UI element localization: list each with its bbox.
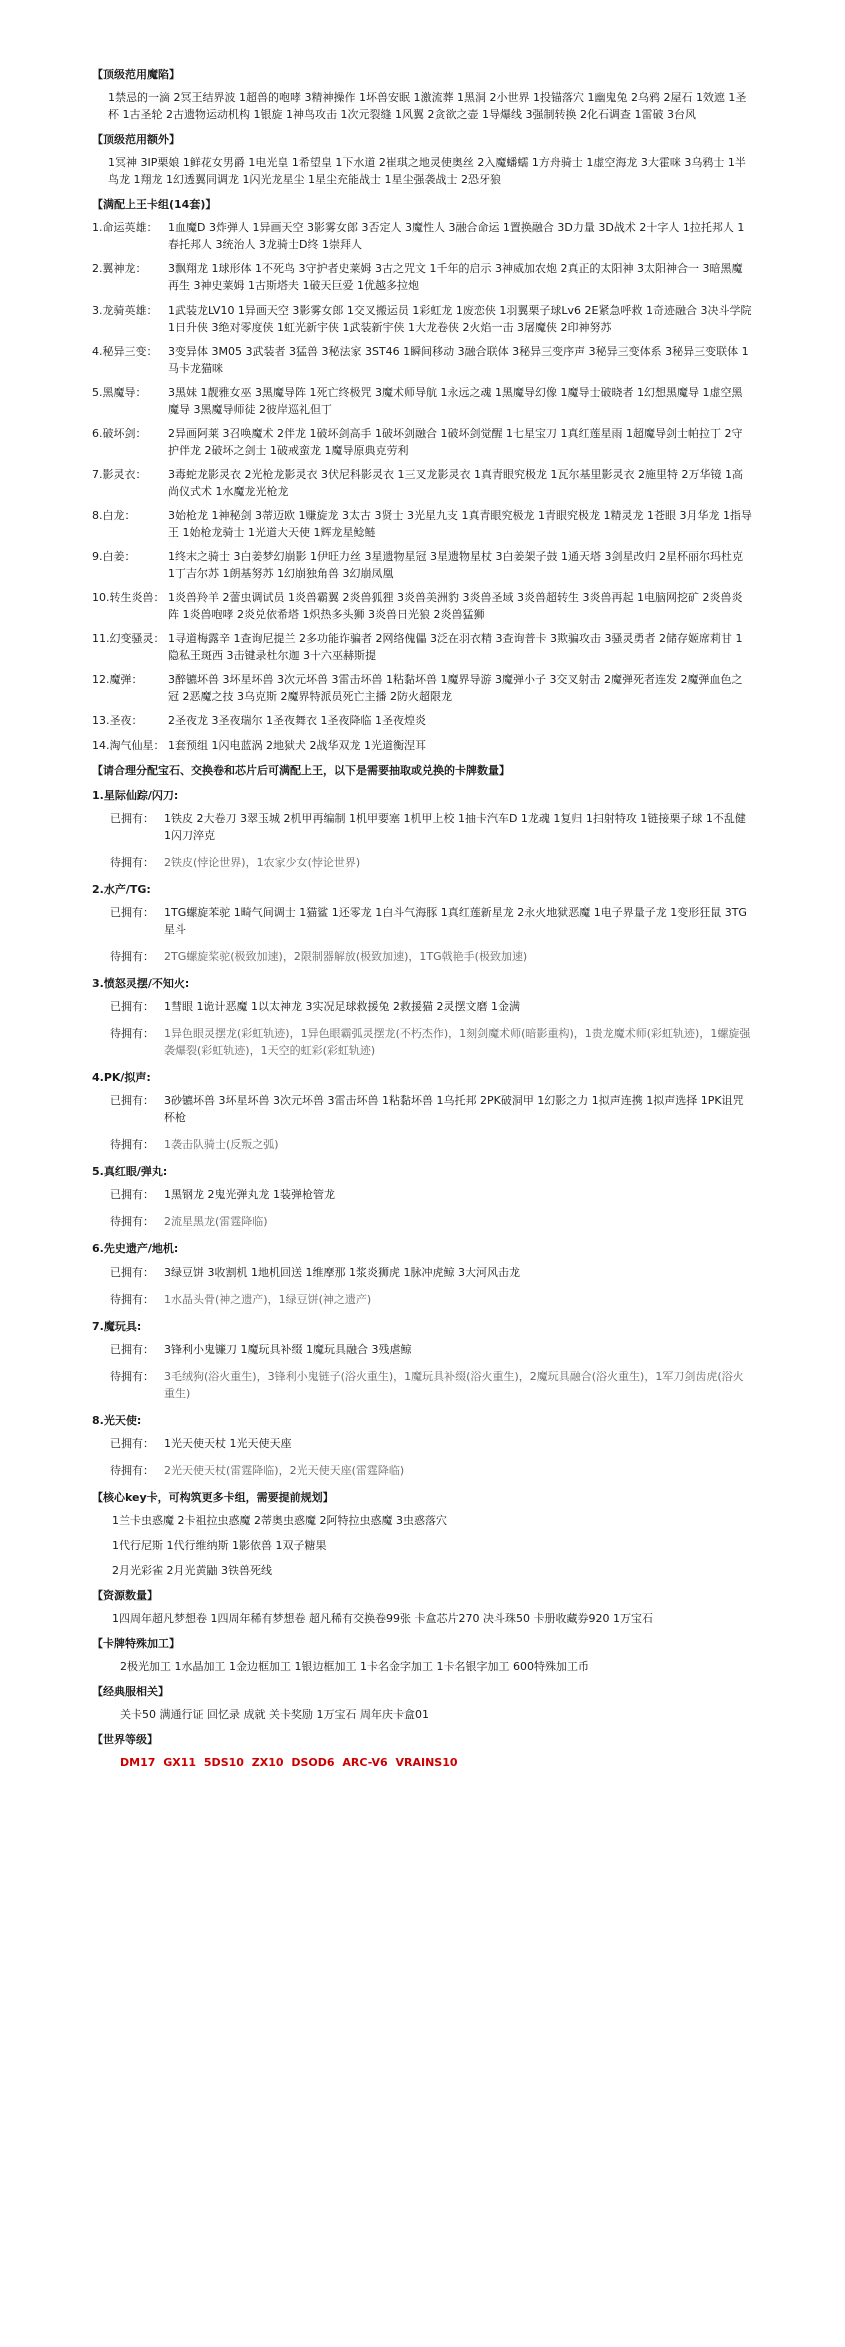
deck-entry	[92, 671, 752, 705]
group-title: 4.PK/拟声:	[92, 1071, 151, 1085]
pending-cards: 1异色眼灵摆龙(彩虹轨迹)，1异色眼霸弧灵摆龙(不朽杰作)，1刻剑魔术师(暗影重构)，1贵龙魔术师(彩虹轨迹)，1螺旋强袭爆裂(彩虹轨迹)，1天空的虹彩(彩虹轨迹)	[164, 1027, 751, 1058]
core-key-line: 2月光彩雀 2月光黄鼬 3铁兽死线	[112, 1564, 272, 1578]
group-title: 6.先史遗产/地机:	[92, 1242, 179, 1256]
deck-label: 3.龙骑英雄：	[92, 303, 158, 317]
core-key-line: 1兰卡虫惑魔 2卡祖拉虫惑魔 2蒂奥虫惑魔 2阿特拉虫惑魔 3虫惑落穴	[112, 1514, 447, 1527]
owned-row	[110, 998, 752, 1015]
owned-label: 已拥有：	[110, 1436, 154, 1450]
deck-entry	[92, 343, 752, 377]
deck-entry	[92, 589, 752, 623]
world-level-item: GX11	[163, 1756, 197, 1770]
pending-label: 待拥有：	[110, 949, 154, 963]
pending-label: 待拥有：	[110, 1138, 154, 1152]
world-level-item: DM17	[120, 1756, 156, 1770]
deck-cards: 3醉镳坏兽 3坏星坏兽 3次元坏兽 3雷击坏兽 1粘黏坏兽 1魔界导游 3魔弹小子 3交叉射击 2魔弹死者连发 2魔弹血色之冠 2恶魔之技 3乌克斯 2魔界特派员死亡主播 2防火超限龙	[168, 673, 743, 704]
resources-list: 1四周年超凡梦想卷 1四周年稀有梦想卷 超凡稀有交换卷99张 卡盒芯片270 决斗珠50 卡册收藏券920 1万宝石	[112, 1612, 653, 1626]
deck-cards: 3飘翔龙 1球形体 1不死鸟 3守护者史莱姆 3古之咒文 1千年的启示 3神威加农炮 2真正的太阳神 3太阳神合一 3暗黑魔再生 3神史莱姆 1古斯塔夫 1破天巨爱 1优越多拉炮	[168, 262, 743, 293]
pending-row	[110, 1462, 752, 1479]
group-title: 1.星际仙踪/闪刀:	[92, 788, 179, 802]
deck-entry	[92, 737, 752, 754]
deck-cards: 3始枪龙 1神秘剑 3蒂迈欧 1赚旋龙 3太古 3贤士 3光星九支 1真青眼究极龙 1青眼究极龙 1精灵龙 1苍眼 3月华龙 1指导王 1始枪龙骑士 1光道大天使 1辉龙星鲶鲢	[168, 508, 752, 540]
owned-label: 已拥有：	[110, 1342, 154, 1356]
owned-row	[110, 1186, 752, 1203]
owned-label: 已拥有：	[110, 1265, 154, 1279]
group-title: 2.水产/TG:	[92, 882, 151, 896]
pending-label: 待拥有：	[110, 855, 154, 869]
deck-entry	[92, 548, 752, 582]
group-title: 8.光天使:	[92, 1413, 142, 1427]
deck-entry	[92, 219, 752, 253]
owned-row	[110, 1341, 752, 1358]
top-spells-list: 1禁忌的一滴 2冥王结界波 1超兽的咆哮 3精神操作 1坏兽安眠 1激流葬 1黑洞 2小世界 1投锚落穴 1幽鬼兔 2乌鸦 2屋石 1效遮 1圣杯 1古圣轮 2古遗物运动机构 1银旋 1神鸟攻击 1次元裂缝 1风翼 2贪欲之壶 1导爆线 3强制转换 2化石调查 1雷破 3台风	[108, 91, 747, 122]
owned-cards: 3锋利小鬼镰刀 1魔玩具补缀 1魔玩具融合 3残虐鲸	[164, 1342, 412, 1356]
pending-label: 待拥有：	[110, 1463, 154, 1477]
section-title-top-spells: 【顶级范用魔陷】	[92, 68, 180, 81]
core-key-line: 1代行尼斯 1代行维纳斯 1影依兽 1双子糖果	[112, 1539, 327, 1553]
classic-server-list: 关卡50 满通行证 回忆录 成就 关卡奖励 1万宝石 周年庆卡盒01	[120, 1708, 429, 1722]
section-title-special-processing: 【卡牌特殊加工】	[92, 1637, 180, 1651]
deck-entry	[92, 302, 752, 336]
world-level-item: ARC-V6	[342, 1756, 388, 1770]
owned-cards: 1TG螺旋苯驼 1畸气间调士 1猫鲨 1还零龙 1白斗气海豚 1真红莲新星龙 2永火地狱恶魔 1电子界量子龙 1变形狂鼠 3TG星斗	[164, 905, 747, 936]
deck-label: 1.命运英雄：	[92, 221, 158, 235]
top-extra-list: 1冥神 3IP栗娘 1鲜花女男爵 1电光皇 1希望皇 1下水道 2崔琪之地灵使奥丝 2入魔蟠蠕 1方舟骑士 1虚空海龙 3大霍咪 3乌鸦士 1半鸟龙 1翔龙 1幻透翼同调龙 1闪光龙星尘 1星尘充能战士 1星尘强袭战士 2恐牙狼	[108, 156, 746, 187]
deck-label: 10.转生炎兽：	[92, 591, 165, 605]
owned-label: 已拥有：	[110, 1188, 154, 1202]
pending-cards: 2流星黑龙(雷霆降临)	[164, 1215, 268, 1229]
deck-cards: 3黑妹 1靓雅女巫 3黑魔导阵 1死亡终极咒 3魔术师导航 1永远之魂 1黑魔导幻像 1魔导士破晓者 1幻想黑魔导 1虚空黑魔导 3黑魔导师徒 2彼岸巡礼但丁	[168, 385, 743, 416]
pending-row	[110, 1136, 752, 1153]
pending-cards: 1袭击队骑士(反叛之弧)	[164, 1138, 279, 1152]
deck-entry	[92, 384, 752, 418]
group-title: 7.魔玩具:	[92, 1319, 142, 1333]
deck-label: 12.魔弹：	[92, 673, 143, 687]
special-processing-list: 2极光加工 1水晶加工 1金边框加工 1银边框加工 1卡名金字加工 1卡名银字加工 600特殊加工币	[120, 1660, 589, 1674]
world-level-item: ZX10	[251, 1756, 284, 1770]
owned-cards: 1黑钢龙 2鬼光弹丸龙 1装弹枪管龙	[164, 1188, 335, 1202]
pending-cards: 1水晶头骨(神之遗产)，1绿豆饼(神之遗产)	[164, 1292, 372, 1306]
section-title-classic-server: 【经典服相关】	[92, 1685, 169, 1699]
pending-label: 待拥有：	[110, 1369, 154, 1383]
deck-cards: 3变异体 3M05 3武装者 3猛兽 3秘法家 3ST46 1瞬间移动 3融合联体 3秘异三变序声 3秘异三变体系 3秘异三变联体 1马卡龙猫咪	[168, 344, 749, 375]
section-title-resources: 【资源数量】	[92, 1589, 158, 1603]
group-title: 5.真红眼/弹丸:	[92, 1165, 168, 1179]
deck-entry	[92, 466, 752, 500]
deck-cards: 2异画阿莱 3召唤魔术 2伴龙 1破坏剑高手 1破坏剑融合 1破坏剑觉醒 1七星宝刀 1真红莲星雨 1超魔导剑士帕拉丁 2守护伴龙 2破坏之剑士 1破戒蛮龙 1魔导原典克劳利	[168, 426, 743, 457]
pending-row	[110, 854, 752, 871]
owned-label: 已拥有：	[110, 905, 154, 919]
pending-cards: 2TG螺旋桨驼(极致加速)，2限制器解放(极致加速)，1TG戟艳手(极致加速)	[164, 949, 528, 963]
owned-row	[110, 1092, 752, 1126]
pending-label: 待拥有：	[110, 1292, 154, 1306]
owned-label: 已拥有：	[110, 811, 154, 825]
pending-cards: 2铁皮(悖论世界)，1农家少女(悖论世界)	[164, 855, 361, 869]
deck-list	[92, 219, 752, 753]
pending-row	[110, 1213, 752, 1230]
world-level-item: DSOD6	[291, 1756, 335, 1770]
deck-label: 13.圣夜：	[92, 714, 143, 728]
needed-cards-groups	[92, 787, 752, 1479]
owned-label: 已拥有：	[110, 1000, 154, 1014]
owned-cards: 3砂镳坏兽 3坏星坏兽 3次元坏兽 3雷击坏兽 1粘黏坏兽 1乌托邦 2PK破洞甲 1幻影之力 1拟声连携 1拟声选择 1PK诅咒杯枪	[164, 1094, 744, 1125]
pending-row	[110, 948, 752, 965]
owned-row	[110, 1435, 752, 1452]
pending-cards: 3毛绒狗(浴火重生)，3锋利小鬼链子(浴火重生)，1魔玩具补缀(浴火重生)，2魔玩具融合(浴火重生)，1军刀剑齿虎(浴火重生)	[164, 1369, 744, 1400]
pending-label: 待拥有：	[110, 1027, 154, 1041]
deck-cards: 3毒蛇龙影灵衣 2光枪龙影灵衣 3伏尼科影灵衣 1三叉龙影灵衣 1真青眼究极龙 1瓦尔基里影灵衣 2施里特 2万华镜 1高尚仪式术 1水魔龙光枪龙	[168, 467, 743, 498]
pending-label: 待拥有：	[110, 1215, 154, 1229]
deck-cards: 1寻道梅露辛 1查询尼提兰 2多功能诈骗者 2网络傀儡 3泛在羽衣精 3查询普卡 3欺骗攻击 3骚灵勇者 2储存姬席莉甘 1隐私王斑西 3击键录杜尔迦 3十六巫赫斯提	[168, 632, 743, 663]
world-level-item: VRAINS10	[395, 1756, 458, 1770]
pending-cards: 2光天使天杖(雷霆降临)，2光天使天座(雷霆降临)	[164, 1463, 405, 1477]
section-title-decks: 【满配上王卡组(14套)】	[92, 198, 217, 212]
deck-entry	[92, 712, 752, 729]
section-title-core-key: 【核心key卡，可构筑更多卡组，需要提前规划】	[92, 1490, 334, 1504]
pending-row	[110, 1368, 752, 1402]
deck-cards: 1套预组 1闪电蓝涡 2地狱犬 2战华双龙 1光道衡涅耳	[168, 738, 426, 752]
section-title-world-level: 【世界等级】	[92, 1733, 158, 1747]
deck-entry	[92, 260, 752, 294]
pending-row	[110, 1291, 752, 1308]
deck-label: 5.黑魔导：	[92, 385, 147, 399]
deck-label: 9.白姜：	[92, 550, 136, 564]
deck-label: 8.白龙：	[92, 508, 136, 522]
group-title: 3.愤怒灵摆/不知火:	[92, 976, 190, 990]
deck-cards: 1武装龙LV10 1异画天空 3影雾女郎 1交叉搬运员 1彩虹龙 1废恋侠 1羽翼栗子球Lv6 2E紧急呼救 1奇迹融合 3决斗学院 1日升侠 3绝对零度侠 1虹光新宇侠 1武装新宇侠 1大龙卷侠 2火焰一击 3屠魔侠 2印神努苏	[168, 303, 752, 334]
owned-cards: 1彗眼 1诡计恶魔 1以太神龙 3实况足球救援兔 2救援猫 2灵摆文磨 1金满	[164, 1000, 520, 1014]
deck-label: 7.影灵衣：	[92, 467, 147, 481]
section-title-needed-cards: 【请合理分配宝石、交换卷和芯片后可满配上王，以下是需要抽取或兑换的卡牌数量】	[92, 763, 510, 777]
owned-cards: 3绿豆饼 3收割机 1地机回送 1维摩那 1浆炎狮虎 1脉冲虎鲸 3大河风击龙	[164, 1265, 520, 1279]
deck-cards: 1血魔D 3炸弹人 1异画天空 3影雾女郎 3否定人 3魔性人 3融合命运 1置换融合 3D力量 3D战术 2十字人 1拉托邦人 1春托邦人 3统治人 3龙骑士D终 1崇拜人	[168, 221, 745, 252]
deck-entry	[92, 507, 752, 541]
owned-row	[110, 810, 752, 844]
owned-cards: 1铁皮 2大卷刀 3翠玉城 2机甲再编制 1机甲要塞 1机甲上校 1抽卡汽车D 1龙魂 1复归 1扫射特攻 1链接栗子球 1不乱健 1闪刀淬克	[164, 811, 746, 842]
pending-row	[110, 1025, 752, 1059]
owned-row	[110, 904, 752, 938]
deck-cards: 1炎兽羚羊 2蕾虫调试员 1炎兽霸翼 2炎兽狐狸 3炎兽美洲豹 3炎兽圣域 3炎兽超转生 3炎兽再起 1电脑网挖矿 2炎兽炎阵 1炎兽咆哮 2炎兑依希塔 1炽热多头狮 3炎兽日光狼 2炎兽猛狮	[168, 591, 743, 622]
deck-label: 14.淘气仙星：	[92, 738, 165, 752]
deck-label: 6.破坏剑：	[92, 426, 147, 440]
deck-label: 2.翼神龙：	[92, 262, 147, 276]
deck-cards: 1终末之骑士 3白姜梦幻崩影 1伊旺力丝 3星遗物星冠 3星遗物星杖 3白姜架子鼓 1通天塔 3剑星改归 2星杯丽尔玛杜克 1丁吉尔苏 1朗基努苏 1幻崩独角兽 3幻崩凤凰	[168, 550, 743, 581]
deck-cards: 2圣夜龙 3圣夜瑞尔 1圣夜舞衣 1圣夜降临 1圣夜煌炎	[168, 714, 426, 728]
section-title-top-extra: 【顶级范用额外】	[92, 133, 180, 147]
world-level-list	[92, 1754, 752, 1771]
owned-label: 已拥有：	[110, 1094, 154, 1108]
world-level-item: 5DS10	[203, 1756, 244, 1770]
deck-entry	[92, 425, 752, 459]
deck-entry	[92, 630, 752, 664]
owned-cards: 1光天使天杖 1光天使天座	[164, 1436, 292, 1450]
deck-label: 4.秘异三变：	[92, 344, 158, 358]
deck-label: 11.幻变骚灵：	[92, 632, 165, 646]
owned-row	[110, 1264, 752, 1281]
